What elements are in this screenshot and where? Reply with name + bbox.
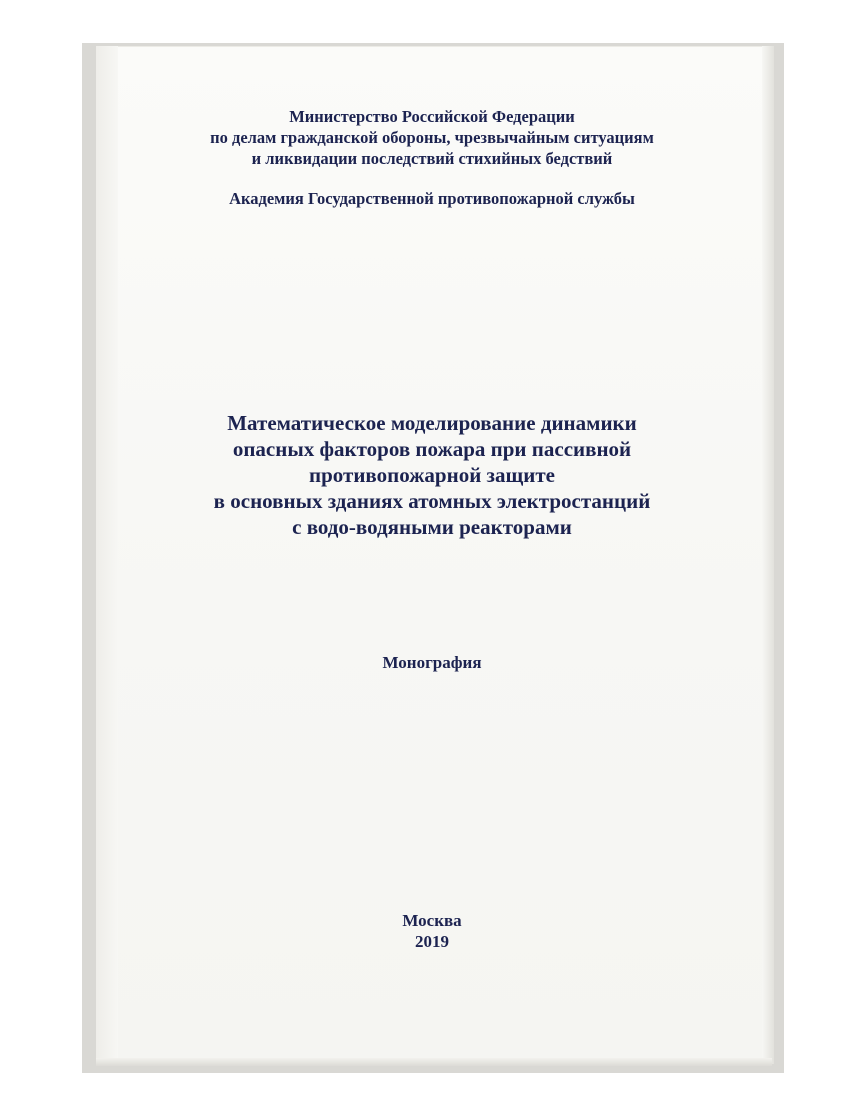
title-line-1: Математическое моделирование динамики	[227, 411, 637, 435]
title-line-3: противопожарной защите	[309, 463, 555, 487]
ministry-line-3: и ликвидации последствий стихийных бедствий	[251, 149, 613, 168]
cover-bottom-edge	[96, 1058, 772, 1066]
title-line-5: с водо-водяными реакторами	[292, 515, 572, 539]
genre-label: Монография	[382, 653, 482, 672]
imprint-year: 2019	[415, 932, 449, 951]
academy-name: Академия Государственной противопожарной службы	[229, 189, 635, 208]
ministry-line-1: Министерство Российской Федерации	[289, 107, 575, 126]
title-line-2: опасных факторов пожара при пассивной	[232, 437, 632, 461]
ministry-line-2: по делам гражданской обороны, чрезвычайным ситуациям	[210, 128, 654, 147]
title-line-4: в основных зданиях атомных электростанций	[213, 489, 651, 513]
imprint-city: Москва	[402, 911, 462, 930]
